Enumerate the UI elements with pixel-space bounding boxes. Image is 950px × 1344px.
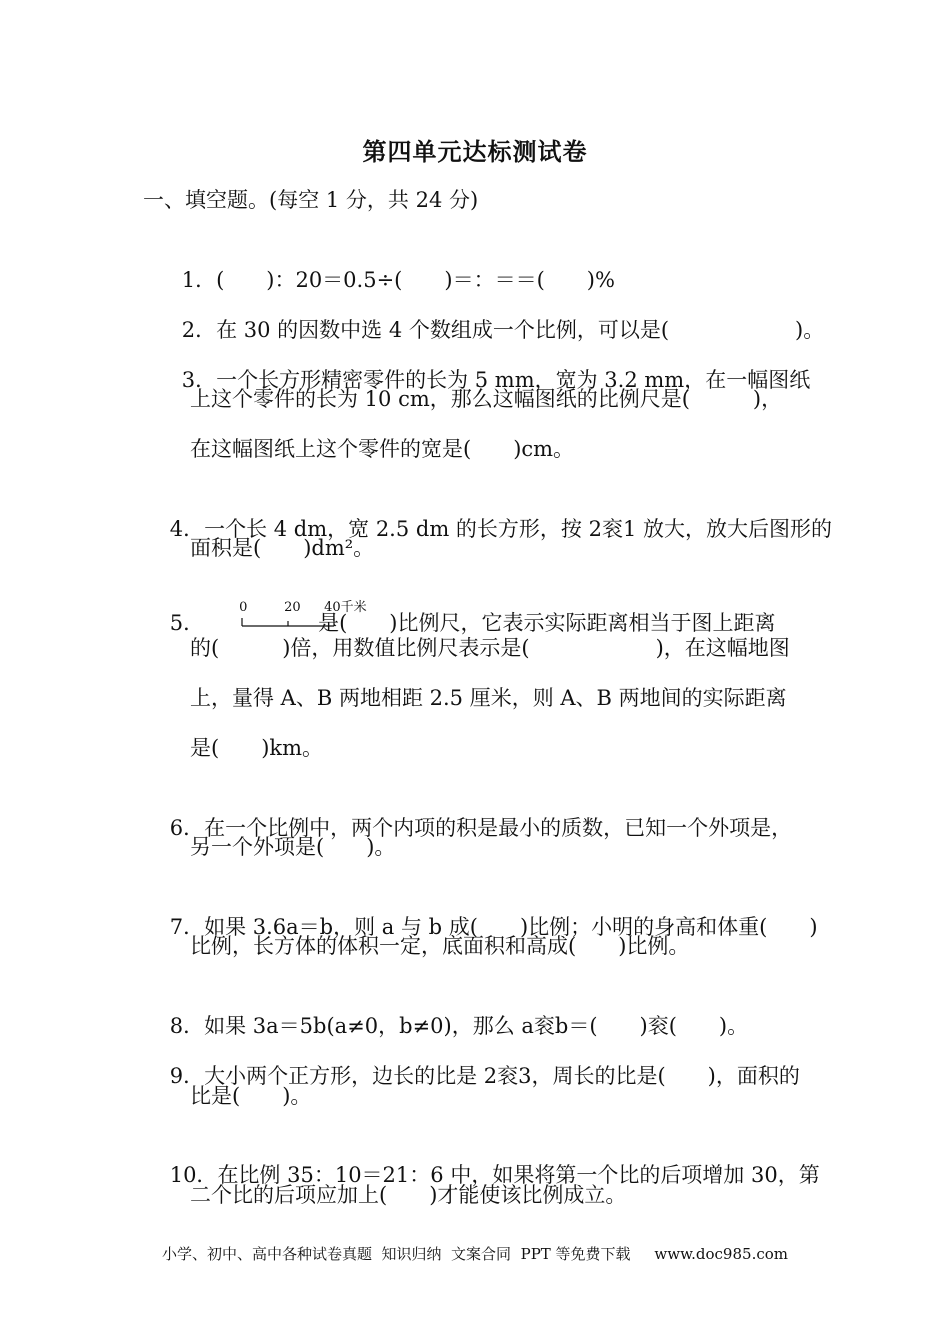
question-6-continuation: 另一个外项是( )。: [190, 835, 396, 859]
page-footer: 小学、初中、高中各种试卷真题 知识归纳 文案合同 PPT 等免费下载 www.doc985.com: [161, 1245, 788, 1263]
question-number: 4．: [169, 517, 205, 541]
scale-tick-label: 20: [284, 600, 301, 615]
question-9-continuation: 比是( )。: [190, 1084, 312, 1108]
question-3-continuation: 上这个零件的长为 10 cm，那么这幅图纸的比例尺是( )，: [190, 387, 783, 411]
question-5-continuation: 的( )倍，用数值比例尺表示是( )，在这幅地图: [190, 636, 790, 660]
question-number: 2．: [181, 318, 217, 342]
question-text: 在比例 35：10＝21：6 中，如果将第一个比的后项增加 30，第: [217, 1163, 820, 1187]
question-10-continuation: 二个比的后项应加上( )才能使该比例成立。: [190, 1183, 627, 1207]
question-number: 6．: [169, 816, 205, 840]
question-text: 如果 3a＝5b(a≠0，b≠0)，那么 a衮b＝( )衮( )。: [204, 1014, 749, 1038]
question-4-continuation: 面积是( )dm²。: [190, 536, 375, 560]
scale-tick-label: 40千米: [324, 600, 367, 615]
question-number: 10．: [169, 1163, 218, 1187]
question-number: 3．: [181, 368, 217, 392]
question-5-continuation: 是( )km。: [190, 736, 324, 760]
question-number: 9．: [169, 1064, 205, 1088]
question-number: 5．: [169, 611, 205, 635]
question-text: 在一个比例中，两个内项的积是最小的质数，已知一个外项是，: [204, 816, 793, 840]
question-text: 在 30 的因数中选 4 个数组成一个比例，可以是( )。: [216, 318, 825, 342]
page-title: 第四单元达标测试卷: [362, 138, 588, 166]
question-text: 大小两个正方形，边长的比是 2衮3，周长的比是( )，面积的: [204, 1064, 800, 1088]
question-7-continuation: 比例，长方体的体积一定，底面积和高成( )比例。: [190, 934, 690, 958]
question-text: 如果 3.6a＝b，则 a 与 b 成( )比例；小明的身高和体重( ): [204, 915, 818, 939]
question-text: 是( )比例尺，它表示实际距离相当于图上距离: [318, 611, 776, 635]
scale-tick-label: 0: [239, 600, 248, 615]
question-number: 8．: [169, 1014, 205, 1038]
section-heading: 一、填空题。(每空 1 分，共 24 分): [143, 188, 479, 212]
question-number: 7．: [169, 915, 205, 939]
question-text: ( )：20＝0.5÷( )＝：＝＝( )%: [216, 268, 615, 292]
question-number: 1．: [181, 268, 217, 292]
question-3-continuation: 在这幅图纸上这个零件的宽是( )cm。: [190, 437, 575, 461]
question-5-continuation: 上，量得 A、B 两地相距 2.5 厘米，则 A、B 两地间的实际距离: [190, 686, 787, 710]
question-text: 一个长 4 dm，宽 2.5 dm 的长方形，按 2衮1 放大，放大后图形的: [204, 517, 832, 541]
question-text: 一个长方形精密零件的长为 5 mm，宽为 3.2 mm，在一幅图纸: [216, 368, 811, 392]
